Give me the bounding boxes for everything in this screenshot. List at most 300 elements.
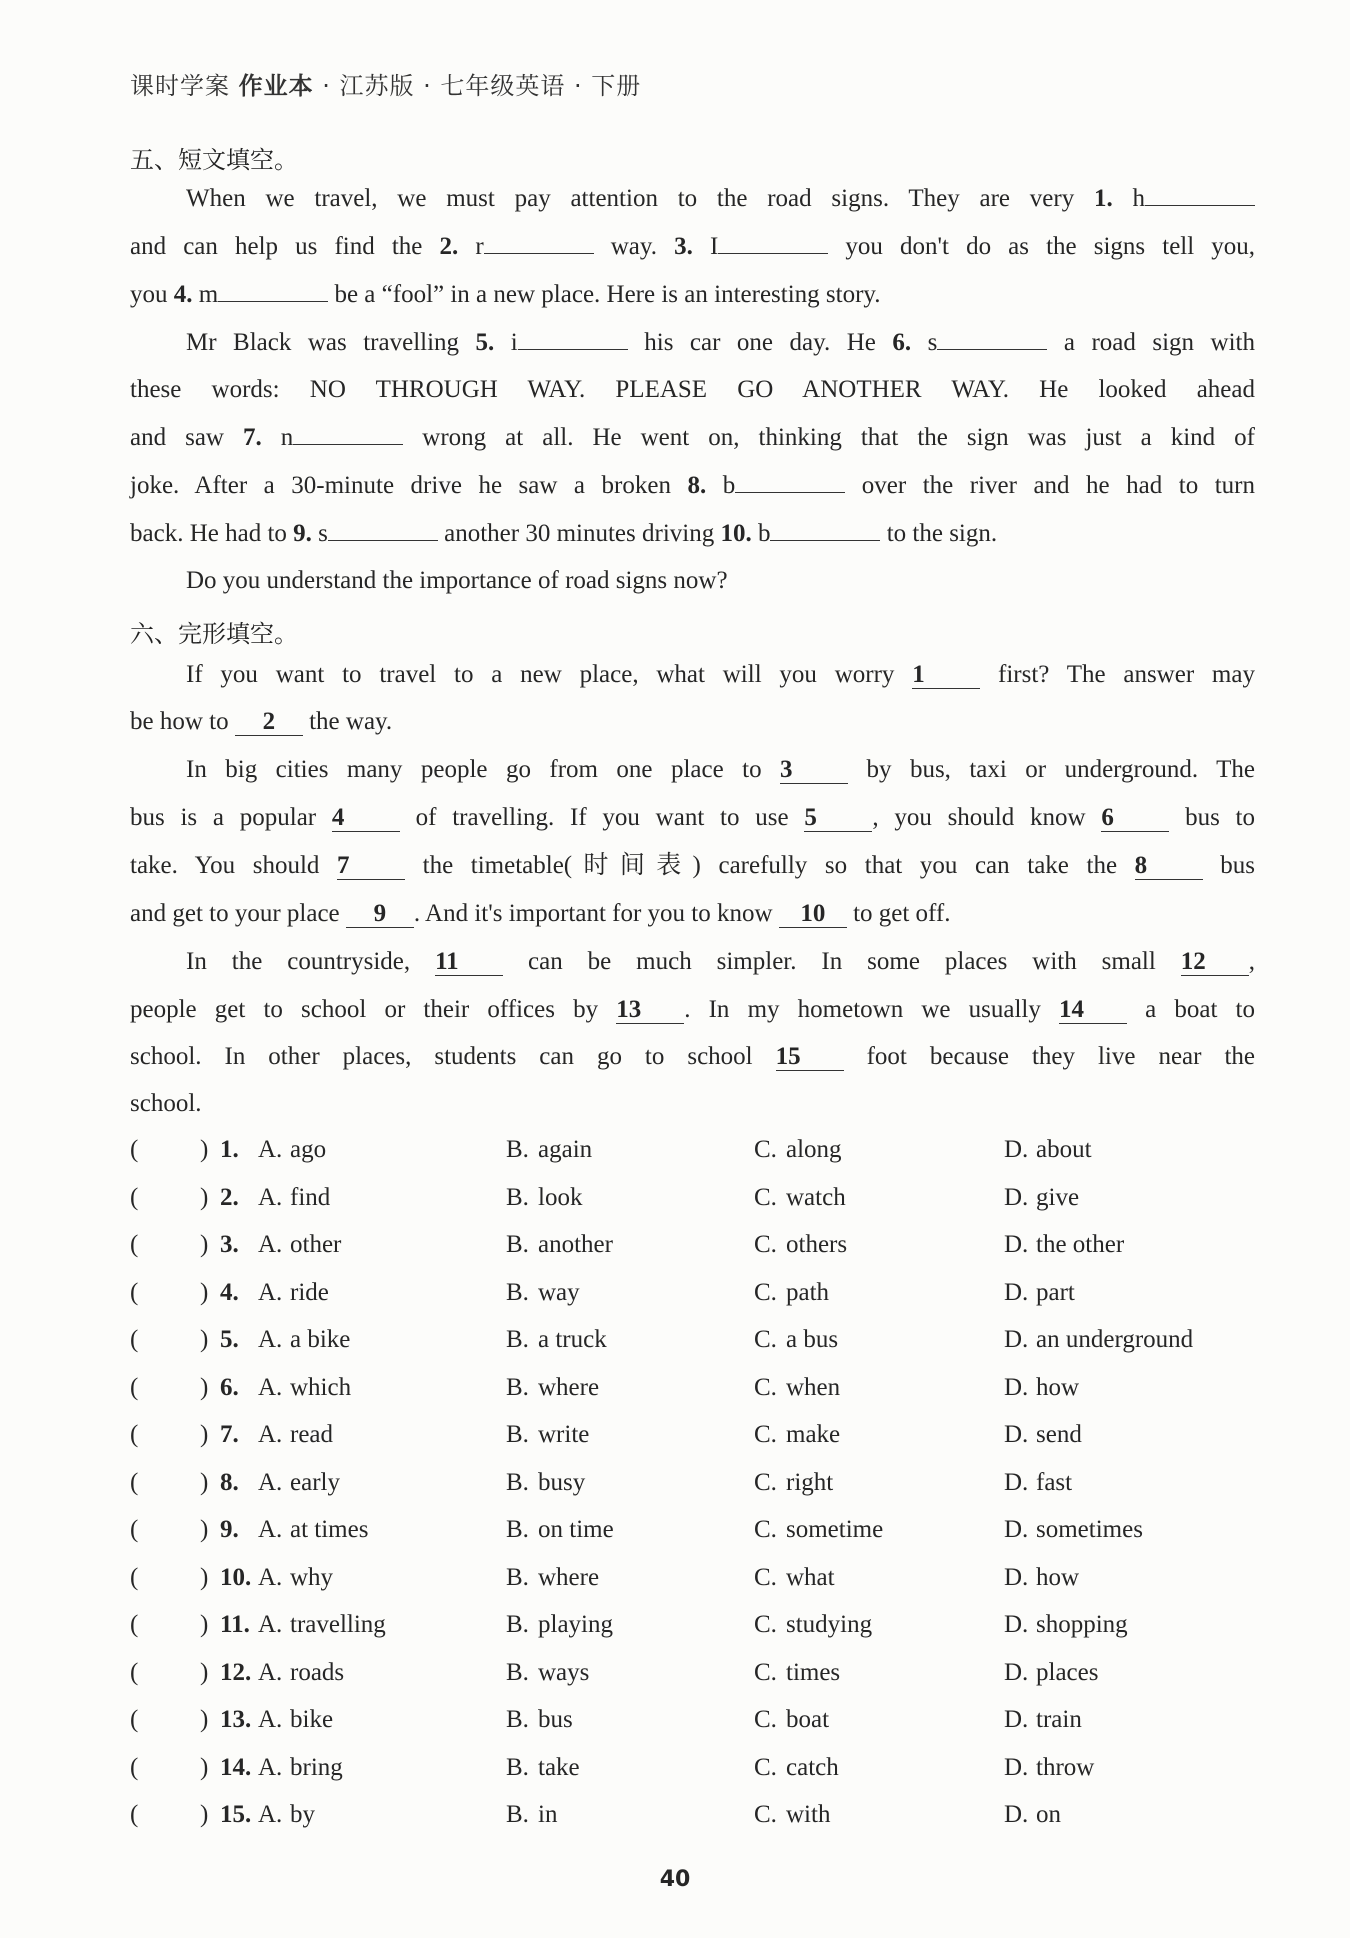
fill-in-blank[interactable] bbox=[484, 231, 594, 254]
option-text: by bbox=[290, 1801, 315, 1828]
answer-paren-close: ) bbox=[200, 1421, 209, 1448]
option-letter: D. bbox=[1004, 1801, 1029, 1828]
option-c[interactable] bbox=[754, 1326, 838, 1354]
option-d[interactable] bbox=[1004, 1421, 1082, 1449]
option-c[interactable] bbox=[754, 1279, 829, 1307]
option-a[interactable] bbox=[258, 1801, 315, 1829]
section6-line: be how to 2 the way. bbox=[130, 708, 393, 735]
option-b[interactable] bbox=[506, 1754, 580, 1782]
answer-paren-open[interactable]: ( bbox=[130, 1136, 139, 1163]
option-d[interactable] bbox=[1004, 1231, 1124, 1259]
question-row bbox=[130, 1801, 1255, 1835]
question-row bbox=[130, 1374, 1255, 1408]
cloze-blank[interactable]: 12 bbox=[1181, 949, 1249, 976]
option-letter: B. bbox=[506, 1468, 529, 1496]
fill-in-blank[interactable] bbox=[518, 327, 628, 350]
option-letter: A. bbox=[258, 1468, 283, 1496]
option-letter: A. bbox=[258, 1373, 283, 1401]
option-letter: C. bbox=[754, 1231, 777, 1258]
option-text: right bbox=[786, 1468, 834, 1496]
section6-line: people get to school or their offices by 13 . In my hometown we usually 14 a boat to bbox=[130, 996, 1255, 1023]
question-number: 11. bbox=[220, 1611, 250, 1638]
question-number: 1. bbox=[220, 1136, 239, 1163]
option-text: train bbox=[1036, 1706, 1082, 1733]
question-number: 3. bbox=[220, 1231, 239, 1258]
option-letter: A. bbox=[258, 1421, 283, 1448]
option-letter: C. bbox=[754, 1373, 777, 1401]
answer-paren-close: ) bbox=[200, 1183, 209, 1211]
option-text: others bbox=[786, 1231, 848, 1258]
option-text: path bbox=[786, 1278, 830, 1306]
question-row bbox=[130, 1326, 1255, 1360]
option-letter: C. bbox=[754, 1136, 777, 1163]
option-letter: B. bbox=[506, 1563, 529, 1591]
option-letter: C. bbox=[754, 1801, 777, 1828]
option-text: when bbox=[786, 1373, 841, 1401]
blank-number: 7. bbox=[243, 424, 262, 451]
answer-paren-open[interactable]: ( bbox=[130, 1801, 139, 1828]
option-letter: D. bbox=[1004, 1231, 1029, 1258]
section6-line: In the countryside, 11 can be much simpler. In some places with small 12 , bbox=[186, 948, 1255, 975]
option-text: sometimes bbox=[1036, 1516, 1143, 1543]
option-a[interactable] bbox=[258, 1136, 326, 1164]
section5-line: these words: NO THROUGH WAY. PLEASE GO ANOTHER WAY. He looked ahead bbox=[130, 376, 1255, 403]
option-d[interactable] bbox=[1004, 1374, 1079, 1402]
option-text: a bus bbox=[786, 1326, 839, 1353]
question-row bbox=[130, 1564, 1255, 1598]
option-text: studying bbox=[786, 1611, 873, 1638]
fill-in-blank[interactable] bbox=[735, 470, 845, 493]
option-text: with bbox=[786, 1801, 831, 1828]
answer-paren-open[interactable]: ( bbox=[130, 1658, 139, 1686]
question-row bbox=[130, 1659, 1255, 1693]
answer-paren-close: ) bbox=[200, 1706, 209, 1733]
option-a[interactable] bbox=[258, 1279, 329, 1307]
option-b[interactable] bbox=[506, 1231, 613, 1259]
option-letter: B. bbox=[506, 1753, 529, 1781]
section5-line: Do you understand the importance of road signs now? bbox=[186, 567, 728, 594]
option-letter: A. bbox=[258, 1563, 283, 1591]
option-b[interactable] bbox=[506, 1801, 557, 1829]
question-number: 8. bbox=[220, 1468, 239, 1496]
option-c[interactable] bbox=[754, 1421, 840, 1449]
option-text: part bbox=[1036, 1278, 1075, 1306]
option-c[interactable] bbox=[754, 1231, 847, 1259]
section5-line: and saw 7. n wrong at all. He went on, thinking that the sign was just a kind of bbox=[130, 424, 1255, 451]
option-letter: A. bbox=[258, 1801, 283, 1828]
option-c[interactable] bbox=[754, 1754, 839, 1782]
option-a[interactable] bbox=[258, 1564, 333, 1592]
option-letter: B. bbox=[506, 1801, 529, 1828]
fill-in-blank[interactable] bbox=[218, 279, 328, 302]
question-row bbox=[130, 1421, 1255, 1455]
option-text: which bbox=[290, 1373, 352, 1401]
option-d[interactable] bbox=[1004, 1801, 1061, 1829]
option-text: watch bbox=[786, 1183, 846, 1211]
option-letter: A. bbox=[258, 1183, 283, 1211]
option-letter: C. bbox=[754, 1183, 777, 1211]
question-number: 6. bbox=[220, 1373, 239, 1401]
option-letter: C. bbox=[754, 1326, 777, 1353]
cloze-blank[interactable]: 3 bbox=[780, 757, 848, 784]
fill-in-blank[interactable] bbox=[718, 231, 828, 254]
option-letter: B. bbox=[506, 1658, 529, 1686]
option-a[interactable] bbox=[258, 1374, 351, 1402]
option-letter: A. bbox=[258, 1516, 283, 1543]
section5-title: 五、短文填空。 bbox=[130, 146, 298, 174]
cloze-blank[interactable]: 9 bbox=[346, 901, 414, 928]
option-letter: B. bbox=[506, 1231, 529, 1258]
option-b[interactable] bbox=[506, 1706, 573, 1734]
option-b[interactable] bbox=[506, 1326, 607, 1354]
section5-line: Mr Black was travelling 5. i his car one day. He 6. s a road sign with bbox=[186, 329, 1255, 356]
option-d[interactable] bbox=[1004, 1611, 1128, 1639]
option-text: where bbox=[538, 1563, 600, 1591]
answer-paren-close: ) bbox=[200, 1326, 209, 1353]
fill-in-blank[interactable] bbox=[770, 518, 880, 541]
answer-paren-close: ) bbox=[200, 1801, 209, 1828]
question-row bbox=[130, 1516, 1255, 1550]
option-b[interactable] bbox=[506, 1469, 585, 1497]
option-text: fast bbox=[1036, 1468, 1073, 1496]
option-text: along bbox=[786, 1136, 842, 1163]
header-suffix: · 江苏版 · 七年级英语 · 下册 bbox=[313, 72, 642, 100]
question-number: 5. bbox=[220, 1326, 239, 1353]
answer-paren-close: ) bbox=[200, 1753, 209, 1781]
option-d[interactable] bbox=[1004, 1184, 1079, 1212]
option-text: a bike bbox=[290, 1326, 351, 1353]
option-text: catch bbox=[786, 1753, 839, 1781]
option-text: why bbox=[290, 1563, 334, 1591]
option-text: on time bbox=[538, 1516, 614, 1543]
option-d[interactable] bbox=[1004, 1516, 1143, 1544]
option-text: ago bbox=[290, 1136, 327, 1163]
option-letter: D. bbox=[1004, 1563, 1029, 1591]
cloze-blank[interactable]: 7 bbox=[337, 853, 405, 880]
option-letter: A. bbox=[258, 1278, 283, 1306]
option-text: way bbox=[538, 1278, 580, 1306]
option-letter: D. bbox=[1004, 1611, 1029, 1638]
option-c[interactable] bbox=[754, 1706, 829, 1734]
answer-paren-open[interactable]: ( bbox=[130, 1516, 139, 1543]
blank-number: 6. bbox=[892, 329, 912, 356]
option-letter: A. bbox=[258, 1753, 283, 1781]
question-row bbox=[130, 1184, 1255, 1218]
answer-paren-open[interactable]: ( bbox=[130, 1421, 139, 1448]
question-number: 4. bbox=[220, 1278, 239, 1306]
answer-paren-open[interactable]: ( bbox=[130, 1373, 139, 1401]
option-c[interactable] bbox=[754, 1516, 883, 1544]
option-text: bus bbox=[538, 1706, 573, 1733]
option-d[interactable] bbox=[1004, 1564, 1079, 1592]
answer-paren-open[interactable]: ( bbox=[130, 1468, 139, 1496]
option-letter: C. bbox=[754, 1563, 777, 1591]
option-text: where bbox=[538, 1373, 600, 1401]
option-letter: C. bbox=[754, 1753, 777, 1781]
option-text: sometime bbox=[786, 1516, 884, 1543]
question-number: 14. bbox=[220, 1753, 252, 1781]
option-text: bike bbox=[290, 1706, 334, 1733]
option-letter: A. bbox=[258, 1231, 283, 1258]
option-a[interactable] bbox=[258, 1421, 333, 1449]
section6-line: school. In other places, students can go to school 15 foot because they live near the bbox=[130, 1043, 1255, 1070]
option-letter: C. bbox=[754, 1278, 777, 1306]
option-text: in bbox=[538, 1801, 558, 1828]
section5-line: When we travel, we must pay attention to the road signs. They are very 1. h bbox=[130, 182, 1255, 216]
option-c[interactable] bbox=[754, 1469, 833, 1497]
option-b[interactable] bbox=[506, 1564, 599, 1592]
answer-paren-close: ) bbox=[200, 1468, 209, 1496]
option-letter: B. bbox=[506, 1278, 529, 1306]
option-c[interactable] bbox=[754, 1564, 835, 1592]
option-text: find bbox=[290, 1183, 331, 1211]
option-letter: D. bbox=[1004, 1326, 1029, 1353]
answer-paren-close: ) bbox=[200, 1278, 209, 1306]
option-b[interactable] bbox=[506, 1659, 589, 1687]
answer-paren-close: ) bbox=[200, 1611, 209, 1638]
option-text: places bbox=[1036, 1658, 1099, 1686]
answer-paren-open[interactable]: ( bbox=[130, 1753, 139, 1781]
question-number: 12. bbox=[220, 1658, 252, 1686]
option-text: send bbox=[1036, 1421, 1082, 1448]
option-letter: B. bbox=[506, 1611, 529, 1638]
fill-in-blank[interactable] bbox=[293, 422, 403, 445]
option-text: how bbox=[1036, 1563, 1080, 1591]
fill-in-blank[interactable] bbox=[328, 518, 438, 541]
option-text: give bbox=[1036, 1183, 1080, 1211]
question-row bbox=[130, 1611, 1255, 1645]
section6-line: take. You should 7 the timetable(时间表) carefully so that you can take the 8 bus bbox=[130, 852, 1255, 879]
option-d[interactable] bbox=[1004, 1279, 1075, 1307]
option-letter: B. bbox=[506, 1421, 529, 1448]
question-number: 7. bbox=[220, 1421, 239, 1448]
fill-in-blank[interactable] bbox=[937, 327, 1047, 350]
question-number: 9. bbox=[220, 1516, 239, 1543]
option-letter: D. bbox=[1004, 1753, 1029, 1781]
option-d[interactable] bbox=[1004, 1659, 1098, 1687]
option-d[interactable] bbox=[1004, 1754, 1094, 1782]
option-text: boat bbox=[786, 1706, 830, 1733]
section6-line: school. bbox=[130, 1090, 202, 1117]
section6-title: 六、完形填空。 bbox=[130, 620, 298, 648]
option-text: the other bbox=[1036, 1231, 1125, 1258]
option-text: about bbox=[1036, 1136, 1092, 1163]
blank-number: 8. bbox=[687, 472, 707, 499]
option-text: another bbox=[538, 1231, 613, 1258]
option-letter: D. bbox=[1004, 1516, 1029, 1543]
answer-paren-open[interactable]: ( bbox=[130, 1611, 139, 1638]
option-text: how bbox=[1036, 1373, 1080, 1401]
cloze-blank[interactable]: 10 bbox=[779, 901, 847, 928]
question-number: 13. bbox=[220, 1706, 252, 1733]
section5-line: back. He had to 9. s another 30 minutes driving 10. b to the sign. bbox=[130, 520, 998, 547]
answer-paren-close: ) bbox=[200, 1563, 209, 1591]
option-letter: A. bbox=[258, 1326, 283, 1353]
option-b[interactable] bbox=[506, 1421, 589, 1449]
answer-paren-close: ) bbox=[200, 1136, 209, 1163]
blank-number: 10. bbox=[720, 520, 752, 547]
option-letter: D. bbox=[1004, 1706, 1029, 1733]
option-b[interactable] bbox=[506, 1184, 582, 1212]
option-letter: B. bbox=[506, 1516, 529, 1543]
option-letter: D. bbox=[1004, 1136, 1029, 1163]
cloze-blank[interactable]: 8 bbox=[1135, 853, 1203, 880]
question-number: 2. bbox=[220, 1183, 239, 1211]
option-text: other bbox=[290, 1231, 342, 1258]
blank-number: 4. bbox=[173, 281, 193, 308]
option-letter: C. bbox=[754, 1658, 777, 1686]
answer-paren-open[interactable]: ( bbox=[130, 1326, 139, 1353]
header-prefix: 课时学案 bbox=[130, 72, 239, 100]
option-letter: D. bbox=[1004, 1373, 1029, 1401]
page-number: 40 bbox=[659, 1867, 691, 1892]
option-text: take bbox=[538, 1753, 580, 1781]
answer-paren-open[interactable]: ( bbox=[130, 1231, 139, 1258]
answer-paren-close: ) bbox=[200, 1373, 209, 1401]
question-row bbox=[130, 1706, 1255, 1740]
option-text: an underground bbox=[1036, 1326, 1194, 1353]
option-d[interactable] bbox=[1004, 1706, 1082, 1734]
option-text: ride bbox=[290, 1278, 329, 1306]
option-text: a truck bbox=[538, 1326, 607, 1353]
section6-line: In big cities many people go from one place to 3 by bus, taxi or underground. The bbox=[186, 756, 1255, 783]
cloze-blank[interactable]: 4 bbox=[332, 805, 400, 832]
section5-line: and can help us find the 2. r way. 3. I you don't do as the signs tell you, bbox=[130, 233, 1256, 260]
blank-number: 2. bbox=[439, 233, 459, 260]
question-row bbox=[130, 1136, 1255, 1170]
option-a[interactable] bbox=[258, 1469, 340, 1497]
option-letter: C. bbox=[754, 1468, 777, 1496]
option-letter: B. bbox=[506, 1373, 529, 1401]
answer-paren-open[interactable]: ( bbox=[130, 1706, 139, 1733]
option-letter: A. bbox=[258, 1136, 283, 1163]
question-row bbox=[130, 1469, 1255, 1503]
option-c[interactable] bbox=[754, 1374, 840, 1402]
page-header bbox=[130, 66, 641, 101]
option-c[interactable] bbox=[754, 1136, 842, 1164]
cloze-blank[interactable]: 2 bbox=[235, 709, 303, 736]
section6-line: bus is a popular 4 of travelling. If you want to use 5 , you should know 6 bus to bbox=[130, 804, 1255, 831]
answer-paren-close: ) bbox=[200, 1658, 209, 1686]
option-letter: D. bbox=[1004, 1183, 1029, 1211]
cloze-blank[interactable]: 11 bbox=[435, 949, 503, 976]
option-c[interactable] bbox=[754, 1184, 846, 1212]
question-row bbox=[130, 1279, 1255, 1313]
option-text: playing bbox=[538, 1611, 613, 1638]
cloze-blank[interactable]: 14 bbox=[1059, 997, 1127, 1024]
option-letter: D. bbox=[1004, 1421, 1029, 1448]
option-a[interactable] bbox=[258, 1659, 344, 1687]
option-text: shopping bbox=[1036, 1611, 1128, 1638]
option-text: throw bbox=[1036, 1753, 1095, 1781]
blank-number: 9. bbox=[293, 520, 312, 547]
option-letter: C. bbox=[754, 1421, 777, 1448]
cloze-blank[interactable]: 5 bbox=[804, 805, 872, 832]
option-c[interactable] bbox=[754, 1611, 872, 1639]
header-bold: 作业本 bbox=[238, 72, 314, 100]
blank-number: 1. bbox=[1093, 185, 1113, 212]
question-row bbox=[130, 1231, 1255, 1265]
option-letter: A. bbox=[258, 1611, 283, 1638]
option-text: travelling bbox=[290, 1611, 386, 1638]
option-c[interactable] bbox=[754, 1801, 830, 1829]
option-a[interactable] bbox=[258, 1231, 341, 1259]
question-row bbox=[130, 1754, 1255, 1788]
option-b[interactable] bbox=[506, 1279, 580, 1307]
option-letter: B. bbox=[506, 1326, 529, 1353]
option-a[interactable] bbox=[258, 1754, 343, 1782]
option-text: again bbox=[538, 1136, 593, 1163]
section6-line: and get to your place 9 . And it's important for you to know 10 to get off. bbox=[130, 900, 951, 927]
option-b[interactable] bbox=[506, 1374, 599, 1402]
option-text: ways bbox=[538, 1658, 590, 1686]
option-b[interactable] bbox=[506, 1136, 592, 1164]
option-letter: A. bbox=[258, 1706, 283, 1733]
option-d[interactable] bbox=[1004, 1136, 1092, 1164]
option-a[interactable] bbox=[258, 1611, 386, 1639]
option-letter: D. bbox=[1004, 1468, 1029, 1496]
option-a[interactable] bbox=[258, 1516, 368, 1544]
option-letter: C. bbox=[754, 1706, 777, 1733]
option-b[interactable] bbox=[506, 1516, 614, 1544]
option-text: write bbox=[538, 1421, 590, 1448]
answer-paren-close: ) bbox=[200, 1231, 209, 1258]
option-c[interactable] bbox=[754, 1659, 840, 1687]
option-text: busy bbox=[538, 1468, 586, 1496]
option-text: roads bbox=[290, 1658, 345, 1686]
question-number: 15. bbox=[220, 1801, 252, 1828]
option-a[interactable] bbox=[258, 1326, 350, 1354]
answer-paren-close: ) bbox=[200, 1516, 209, 1543]
fill-in-blank[interactable] bbox=[1145, 183, 1255, 206]
option-text: look bbox=[538, 1183, 583, 1211]
blank-number: 3. bbox=[674, 233, 693, 260]
option-text: read bbox=[290, 1421, 334, 1448]
cloze-blank[interactable]: 13 bbox=[616, 997, 684, 1024]
section6-line: If you want to travel to a new place, what will you worry 1 first? The answer may bbox=[186, 661, 1255, 688]
blank-number: 5. bbox=[475, 329, 495, 356]
option-letter: B. bbox=[506, 1136, 529, 1163]
option-text: times bbox=[786, 1658, 841, 1686]
answer-paren-open[interactable]: ( bbox=[130, 1278, 139, 1306]
question-number: 10. bbox=[220, 1563, 252, 1591]
option-letter: B. bbox=[506, 1706, 529, 1733]
section5-line: joke. After a 30-minute drive he saw a broken 8. b over the river and he had to turn bbox=[130, 472, 1256, 499]
option-letter: C. bbox=[754, 1516, 777, 1543]
option-text: early bbox=[290, 1468, 340, 1496]
answer-paren-open[interactable]: ( bbox=[130, 1563, 139, 1591]
option-a[interactable] bbox=[258, 1706, 333, 1734]
option-letter: B. bbox=[506, 1183, 529, 1211]
section5-line: you 4. m be a “fool” in a new place. Here is an interesting story. bbox=[130, 281, 881, 308]
option-text: what bbox=[786, 1563, 835, 1591]
option-letter: D. bbox=[1004, 1658, 1029, 1686]
option-text: at times bbox=[290, 1516, 369, 1543]
answer-paren-open[interactable]: ( bbox=[130, 1183, 139, 1211]
cloze-blank[interactable]: 6 bbox=[1101, 805, 1169, 832]
option-d[interactable] bbox=[1004, 1326, 1193, 1354]
cloze-blank[interactable]: 1 bbox=[912, 662, 980, 689]
option-b[interactable] bbox=[506, 1611, 613, 1639]
cloze-blank[interactable]: 15 bbox=[776, 1044, 844, 1071]
option-d[interactable] bbox=[1004, 1469, 1072, 1497]
option-text: bring bbox=[290, 1753, 343, 1781]
option-letter: C. bbox=[754, 1611, 777, 1638]
option-letter: A. bbox=[258, 1658, 283, 1686]
option-a[interactable] bbox=[258, 1184, 330, 1212]
option-letter: D. bbox=[1004, 1278, 1029, 1306]
option-text: on bbox=[1036, 1801, 1061, 1828]
